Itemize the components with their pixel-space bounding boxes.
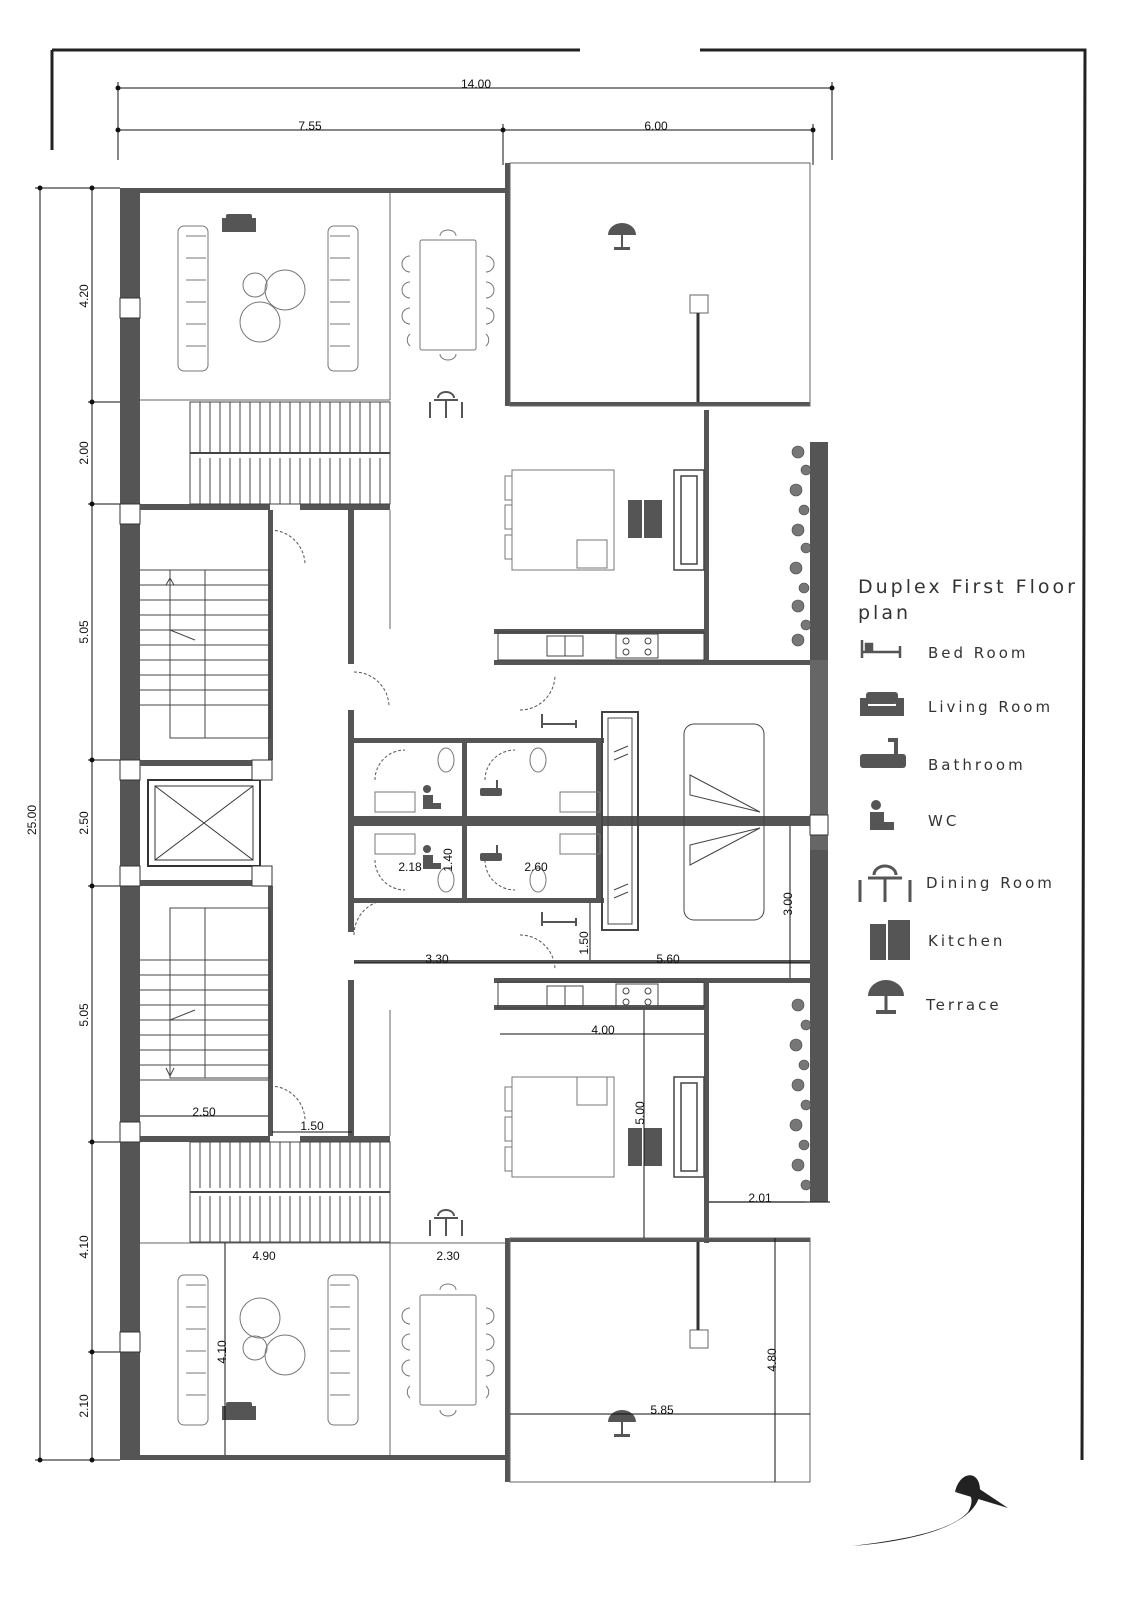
dining-table-icon <box>430 392 462 418</box>
sofa-icon <box>222 1402 256 1420</box>
legend-label: Bathroom <box>928 756 1026 774</box>
living-room-north <box>178 226 358 371</box>
walls <box>120 163 830 1482</box>
dining-table-icon <box>430 1210 462 1236</box>
bed-icon <box>542 714 576 728</box>
bathtub-icon <box>860 738 906 768</box>
stair-south <box>190 1142 390 1242</box>
dim-kitchen-width: 4.00 <box>591 1023 615 1037</box>
dim-dining-width: 2.30 <box>436 1249 460 1263</box>
dim-left-width: 7.55 <box>298 119 322 133</box>
garden-hedge-north <box>790 446 811 646</box>
legend <box>858 576 1078 1014</box>
legend-label: Dining Room <box>926 874 1055 892</box>
dim-bath-a: 2.18 <box>398 860 422 874</box>
parasol-icon <box>608 223 636 250</box>
dim-left-1: 2.00 <box>77 441 91 465</box>
legend-label: Terrace <box>926 996 1002 1014</box>
dining-table-icon <box>860 866 910 902</box>
dim-left-6: 2.10 <box>77 1394 91 1418</box>
dim-terrace-depth: 4.80 <box>765 1348 779 1372</box>
sofa-icon <box>222 214 256 232</box>
dim-left-0: 4.20 <box>77 284 91 308</box>
dim-right-width: 6.00 <box>644 119 668 133</box>
sheet-frame <box>52 50 1085 1460</box>
legend-label: Kitchen <box>928 932 1006 950</box>
dim-left-2: 5.05 <box>77 620 91 644</box>
dim-stair-width: 2.50 <box>192 1105 216 1119</box>
parasol-icon <box>868 980 904 1014</box>
toilet-icon <box>870 800 894 830</box>
toilet-icon <box>423 785 441 809</box>
bed-icon <box>542 912 576 926</box>
legend-label: Living Room <box>928 698 1054 716</box>
bed-icon <box>862 640 900 658</box>
dim-living-height: 4.10 <box>215 1340 229 1364</box>
toilet-icon <box>423 845 441 869</box>
dimension-lines <box>35 82 832 1460</box>
dim-terrace-width: 5.85 <box>650 1403 674 1417</box>
stair-north <box>190 402 390 504</box>
kitchen-icon <box>628 500 662 538</box>
dim-left-4: 5.05 <box>77 1003 91 1027</box>
logo-bird <box>852 1475 1008 1546</box>
legend-title-line1: Duplex First Floor <box>858 576 1078 598</box>
dim-left-3: 2.50 <box>77 811 91 835</box>
dim-kitchen-depth: 5.00 <box>633 1101 647 1125</box>
dim-bath-depth: 1.40 <box>441 848 455 872</box>
dining-table-south <box>402 1284 494 1416</box>
dim-garden-width: 2.01 <box>748 1191 772 1205</box>
dim-overall-width: 14.00 <box>460 77 492 91</box>
dim-corridor-depth: 1.50 <box>577 931 591 955</box>
dim-stair-gap: 1.50 <box>300 1119 324 1133</box>
dim-overall-height: 25.00 <box>25 804 39 836</box>
dim-corridor-right: 5.60 <box>656 952 680 966</box>
dim-living-width: 4.90 <box>252 1249 276 1263</box>
kitchen-icon <box>870 920 910 960</box>
stair-core-south <box>140 908 270 1080</box>
kitchen-icon <box>628 1128 662 1166</box>
sofa-icon <box>860 692 904 716</box>
dining-table-north <box>402 230 494 360</box>
legend-label: Bed Room <box>928 644 1029 662</box>
kitchen-counter-north <box>498 632 704 660</box>
bed-south <box>505 1077 614 1177</box>
bed-north <box>505 470 614 570</box>
dim-corridor-left: 3.30 <box>425 952 449 966</box>
legend-title-line2: plan <box>858 602 912 624</box>
elevator <box>148 760 272 886</box>
stair-core-north <box>140 570 270 738</box>
garden-hedge-south <box>790 999 811 1190</box>
dim-left-5: 4.10 <box>77 1235 91 1259</box>
dim-living-depth: 3.00 <box>781 892 795 916</box>
legend-label: WC <box>928 812 960 830</box>
kitchen-counter-south <box>498 982 704 1008</box>
living-room-south <box>178 1275 358 1425</box>
bathtub-icon <box>480 780 502 796</box>
bathtub-icon <box>480 845 502 861</box>
dim-bath-b: 2.60 <box>524 860 548 874</box>
